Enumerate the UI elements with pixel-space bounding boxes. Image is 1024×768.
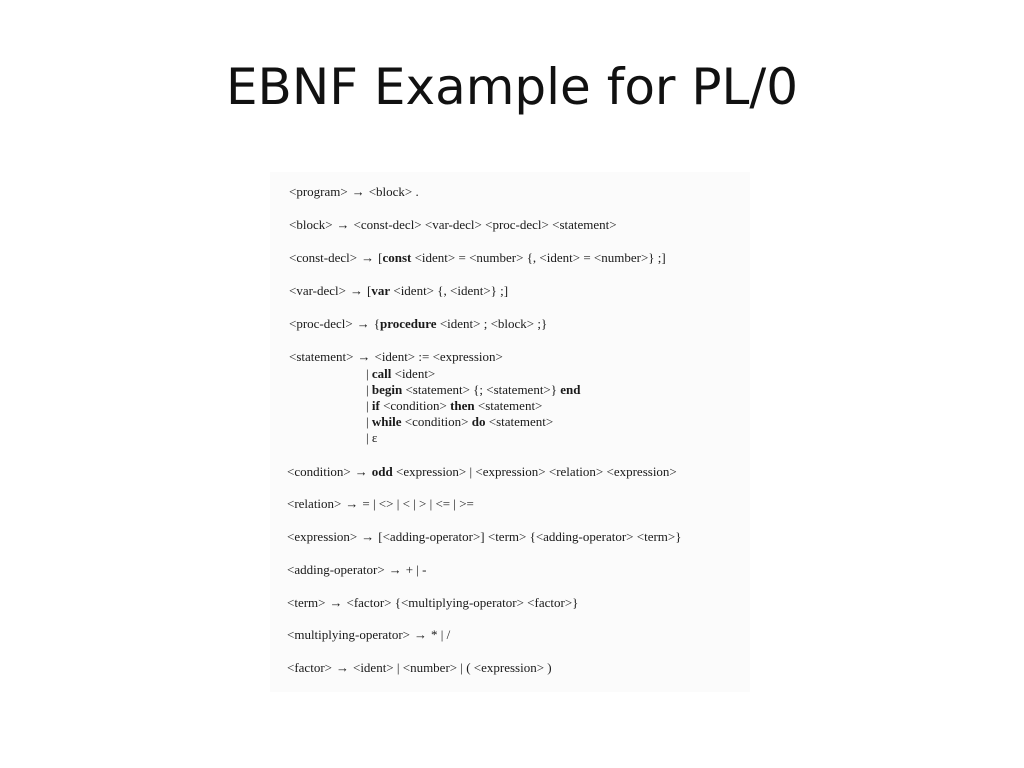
arrow-icon: → [413, 627, 427, 642]
keyword-call: call [371, 366, 392, 381]
alt-bar: | [366, 366, 372, 381]
rule-rhs: <ident> = <number> {, <ident> = <number>} ;] [411, 250, 666, 265]
keyword-end: end [560, 382, 581, 397]
arrow-icon: → [361, 250, 375, 265]
epsilon: ε [371, 430, 378, 445]
rule-lhs: <factor> [287, 660, 332, 675]
rule-bracket: [ [378, 250, 383, 265]
arrow-icon: → [329, 595, 343, 610]
arrow-icon: → [354, 464, 368, 479]
rule-expression [287, 530, 682, 543]
rule-rhs: <ident> | <number> | ( <expression> ) [352, 660, 552, 675]
keyword-odd: odd [371, 464, 393, 479]
rule-term [287, 596, 578, 609]
rule-lhs: <condition> [287, 464, 351, 479]
slide-title: EBNF Example for PL/0 [225, 58, 799, 116]
rule-lhs: <block> [289, 217, 333, 232]
rule-rhs: = | <> | < | > | <= | >= [362, 496, 474, 511]
keyword-const: const [382, 250, 412, 265]
keyword-while: while [371, 414, 402, 429]
rule-statement [289, 350, 503, 363]
arrow-icon: → [356, 316, 370, 331]
rule-rhs: <ident> := <expression> [374, 349, 503, 364]
arrow-icon: → [349, 283, 363, 298]
keyword-procedure: procedure [380, 316, 437, 331]
rule-condition [287, 465, 677, 478]
statement-alt-call [366, 367, 435, 380]
rule-bracket: [ [366, 283, 372, 298]
rule-lhs: <relation> [287, 496, 342, 511]
alt-bar: | [366, 382, 372, 397]
keyword-begin: begin [371, 382, 403, 397]
statement-alt-epsilon [366, 431, 377, 444]
alt-rest: <statement> [485, 414, 554, 429]
rule-program [289, 185, 419, 198]
rule-factor [287, 661, 552, 674]
rule-multiplying-operator [287, 628, 450, 641]
rule-rhs: <ident> {, <ident>} ;] [390, 283, 509, 298]
arrow-icon: → [388, 562, 402, 577]
arrow-icon: → [351, 184, 365, 199]
rule-const-decl [289, 251, 666, 264]
statement-alt-if [366, 399, 542, 412]
alt-rest: <statement> [474, 398, 543, 413]
keyword-if: if [371, 398, 380, 413]
rule-rhs: <factor> {<multiplying-operator> <factor>} [346, 595, 579, 610]
rule-relation [287, 497, 474, 510]
keyword-do: do [471, 414, 486, 429]
alt-rest: <ident> [391, 366, 436, 381]
rule-lhs: <multiplying-operator> [287, 627, 410, 642]
rule-lhs: <program> [289, 184, 348, 199]
arrow-icon: → [361, 529, 375, 544]
rule-lhs: <proc-decl> [289, 316, 353, 331]
alt-mid: <condition> [379, 398, 451, 413]
rule-lhs: <adding-operator> [287, 562, 385, 577]
alt-bar: | [366, 430, 372, 445]
arrow-icon: → [345, 496, 359, 511]
alt-mid: <statement> {; <statement>} [402, 382, 561, 397]
alt-bar: | [366, 398, 372, 413]
rule-lhs: <var-decl> [289, 283, 346, 298]
statement-alt-begin [366, 383, 581, 396]
rule-bracket: { [373, 316, 380, 331]
rule-var-decl [289, 284, 508, 297]
rule-rhs: * | / [430, 627, 451, 642]
rule-lhs: <statement> [289, 349, 354, 364]
rule-rhs: + | - [405, 562, 427, 577]
keyword-var: var [371, 283, 391, 298]
rule-lhs: <expression> [287, 529, 358, 544]
arrow-icon: → [357, 349, 371, 364]
rule-lhs: <const-decl> [289, 250, 358, 265]
rule-block [289, 218, 617, 231]
keyword-then: then [450, 398, 475, 413]
arrow-icon: → [336, 217, 350, 232]
rule-rhs: <ident> ; <block> ;} [436, 316, 548, 331]
statement-alt-while [366, 415, 553, 428]
rule-proc-decl [289, 317, 547, 330]
rule-rhs: [<adding-operator>] <term> {<adding-operator> <term>} [378, 529, 682, 544]
alt-mid: <condition> [401, 414, 472, 429]
rule-rhs: <expression> | <expression> <relation> <expression> [392, 464, 677, 479]
rule-rhs: <block> . [368, 184, 419, 199]
rule-adding-operator [287, 563, 426, 576]
rule-lhs: <term> [287, 595, 326, 610]
alt-bar: | [366, 414, 372, 429]
rule-rhs: <const-decl> <var-decl> <proc-decl> <statement> [353, 217, 617, 232]
arrow-icon: → [335, 660, 349, 675]
